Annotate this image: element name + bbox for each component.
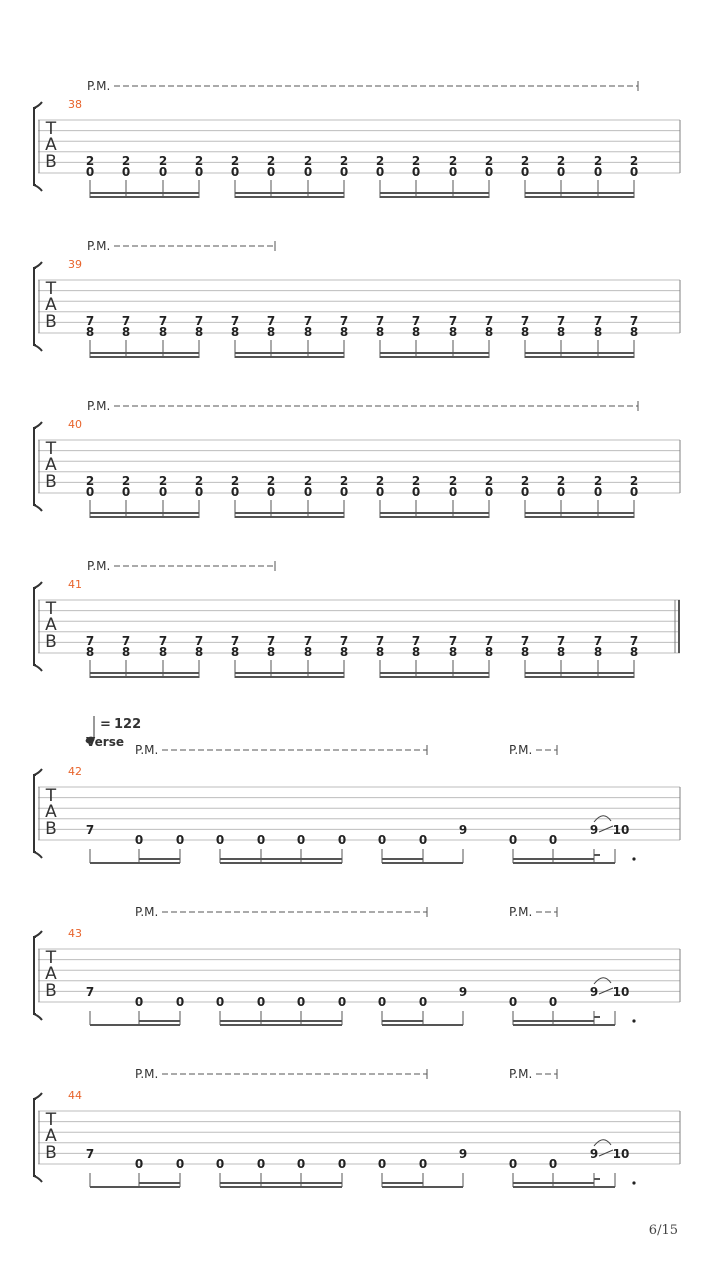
measure-number: 43 <box>68 927 82 940</box>
fret-number: 0 <box>556 485 566 499</box>
fret-number: 0 <box>230 485 240 499</box>
bracket-hook-bottom <box>34 1176 42 1182</box>
fret-number: 2 <box>85 154 95 168</box>
fret-number: 2 <box>593 154 603 168</box>
fret-number: 0 <box>377 1157 387 1171</box>
fret-number: 2 <box>121 474 131 488</box>
bracket-hook-top <box>34 422 42 428</box>
fret-number: 7 <box>85 634 95 648</box>
fret-number: 8 <box>629 325 639 339</box>
palm-mute-marker <box>87 239 275 253</box>
system-bracket <box>34 268 36 345</box>
fret-number: 8 <box>85 645 95 659</box>
fret-number: 0 <box>256 833 266 847</box>
fret-number: 0 <box>266 165 276 179</box>
fret-number: 0 <box>256 995 266 1009</box>
fret-number: 0 <box>556 165 566 179</box>
fret-number: 9 <box>589 1147 599 1161</box>
fret-number: 0 <box>296 995 306 1009</box>
fret-number: 2 <box>339 474 349 488</box>
fret-number: 8 <box>520 645 530 659</box>
fret-number: 0 <box>230 165 240 179</box>
fret-number: 0 <box>256 1157 266 1171</box>
palm-mute-marker <box>135 905 427 919</box>
tab-clef-a: A <box>45 455 57 475</box>
tab-clef-t: T <box>45 1110 57 1130</box>
tab-system-43 <box>34 905 680 1025</box>
fret-number: 7 <box>629 634 639 648</box>
measure-number: 41 <box>68 578 82 591</box>
fret-number: 2 <box>556 474 566 488</box>
fret-number: 2 <box>484 474 494 488</box>
fret-number: 0 <box>121 485 131 499</box>
bracket-hook-top <box>34 262 42 268</box>
fret-number: 0 <box>508 1157 518 1171</box>
fret-number: 7 <box>629 314 639 328</box>
fret-number: 0 <box>375 485 385 499</box>
fret-number: 0 <box>448 485 458 499</box>
fret-number: 7 <box>448 634 458 648</box>
tab-clef-b: B <box>45 472 57 492</box>
palm-mute-label: P.M. <box>87 79 111 93</box>
fret-number: 0 <box>520 165 530 179</box>
fret-number: 8 <box>339 645 349 659</box>
system-bracket <box>34 588 36 665</box>
fret-number: 9 <box>458 985 468 999</box>
tab-clef-b: B <box>45 981 57 1001</box>
dot <box>632 857 635 860</box>
tab-clef-t: T <box>45 786 57 806</box>
fret-number: 9 <box>458 823 468 837</box>
fret-number: 7 <box>303 634 313 648</box>
fret-number: 7 <box>303 314 313 328</box>
fret-number: 10 <box>612 985 630 999</box>
fret-number: 8 <box>593 325 603 339</box>
palm-mute-marker <box>509 905 557 919</box>
fret-number: 7 <box>339 634 349 648</box>
fret-number: 0 <box>85 485 95 499</box>
fret-number: 0 <box>418 833 428 847</box>
bracket-hook-top <box>34 1093 42 1099</box>
fret-number: 7 <box>158 314 168 328</box>
palm-mute-marker <box>509 1067 557 1081</box>
fret-number: 2 <box>121 154 131 168</box>
bracket-hook-top <box>34 582 42 588</box>
system-bracket <box>34 775 36 852</box>
fret-number: 8 <box>303 325 313 339</box>
fret-number: 7 <box>339 314 349 328</box>
fret-number: 7 <box>556 634 566 648</box>
fret-number: 0 <box>377 995 387 1009</box>
fret-number: 0 <box>593 485 603 499</box>
tab-clef-b: B <box>45 1143 57 1163</box>
bracket-hook-bottom <box>34 505 42 511</box>
fret-number: 0 <box>266 485 276 499</box>
tab-clef-a: A <box>45 964 57 984</box>
fret-number: 2 <box>484 154 494 168</box>
fret-number: 0 <box>215 1157 225 1171</box>
page-number-text: 6/15 <box>648 1223 678 1238</box>
fret-number: 0 <box>296 833 306 847</box>
bracket-hook-top <box>34 102 42 108</box>
fret-number: 0 <box>134 1157 144 1171</box>
fret-number: 2 <box>303 154 313 168</box>
fret-number: 0 <box>548 995 558 1009</box>
fret-number: 10 <box>612 1147 630 1161</box>
measure-number: 44 <box>68 1089 82 1102</box>
fret-number: 7 <box>85 985 95 999</box>
palm-mute-marker <box>509 743 557 757</box>
fret-number: 8 <box>484 325 494 339</box>
bracket-hook-top <box>34 931 42 937</box>
tab-system-42 <box>34 743 680 863</box>
fret-number: 0 <box>375 165 385 179</box>
tab-system-38 <box>34 79 680 198</box>
tempo-equals: = <box>100 717 111 732</box>
fret-number: 0 <box>520 485 530 499</box>
fret-number: 0 <box>593 165 603 179</box>
fret-number: 7 <box>230 634 240 648</box>
palm-mute-label: P.M. <box>135 1067 159 1081</box>
palm-mute-marker <box>87 559 275 573</box>
fret-number: 7 <box>85 314 95 328</box>
palm-mute-marker <box>135 743 427 757</box>
measure-number: 40 <box>68 418 82 431</box>
fret-number: 2 <box>411 474 421 488</box>
bracket-hook-bottom <box>34 185 42 191</box>
fret-number: 0 <box>296 1157 306 1171</box>
measure-number: 39 <box>68 258 82 271</box>
fret-number: 2 <box>375 154 385 168</box>
fret-number: 0 <box>548 1157 558 1171</box>
fret-number: 9 <box>589 985 599 999</box>
tab-clef-t: T <box>45 119 57 139</box>
fret-number: 8 <box>520 325 530 339</box>
fret-number: 2 <box>158 154 168 168</box>
fret-number: 8 <box>158 645 168 659</box>
fret-number: 8 <box>121 645 131 659</box>
fret-number: 8 <box>629 645 639 659</box>
fret-number: 2 <box>230 474 240 488</box>
fret-number: 8 <box>158 325 168 339</box>
fret-number: 0 <box>418 1157 428 1171</box>
fret-number: 7 <box>520 634 530 648</box>
fret-number: 2 <box>158 474 168 488</box>
fret-number: 8 <box>266 645 276 659</box>
tab-system-39 <box>34 239 680 358</box>
fret-number: 0 <box>339 485 349 499</box>
fret-number: 0 <box>337 1157 347 1171</box>
fret-number: 7 <box>411 314 421 328</box>
palm-mute-label: P.M. <box>509 905 533 919</box>
fret-number: 2 <box>375 474 385 488</box>
palm-mute-label: P.M. <box>87 239 111 253</box>
measure-number: 42 <box>68 765 82 778</box>
palm-mute-label: P.M. <box>509 1067 533 1081</box>
palm-mute-marker <box>87 399 638 413</box>
fret-number: 7 <box>230 314 240 328</box>
fret-number: 2 <box>85 474 95 488</box>
fret-number: 9 <box>458 1147 468 1161</box>
fret-number: 8 <box>375 325 385 339</box>
tab-clef-b: B <box>45 819 57 839</box>
fret-number: 0 <box>194 485 204 499</box>
fret-number: 2 <box>448 474 458 488</box>
fret-number: 8 <box>303 645 313 659</box>
fret-number: 2 <box>303 474 313 488</box>
fret-number: 0 <box>411 165 421 179</box>
fret-number: 0 <box>175 1157 185 1171</box>
tab-clef-a: A <box>45 615 57 635</box>
fret-number: 0 <box>303 485 313 499</box>
fret-number: 2 <box>266 154 276 168</box>
fret-number: 8 <box>411 645 421 659</box>
fret-number: 2 <box>194 154 204 168</box>
fret-number: 7 <box>266 314 276 328</box>
palm-mute-marker <box>87 79 638 93</box>
fret-number: 7 <box>556 314 566 328</box>
fret-number: 2 <box>339 154 349 168</box>
tab-clef-b: B <box>45 152 57 172</box>
bracket-hook-bottom <box>34 345 42 351</box>
fret-number: 2 <box>629 474 639 488</box>
fret-number: 2 <box>556 154 566 168</box>
fret-number: 8 <box>448 645 458 659</box>
fret-number: 0 <box>339 165 349 179</box>
fret-number: 0 <box>629 485 639 499</box>
tab-clef-t: T <box>45 948 57 968</box>
fret-number: 0 <box>134 995 144 1009</box>
fret-number: 7 <box>375 634 385 648</box>
fret-number: 7 <box>194 314 204 328</box>
fret-number: 0 <box>337 833 347 847</box>
fret-number: 8 <box>85 325 95 339</box>
fret-number: 8 <box>194 325 204 339</box>
fret-number: 0 <box>508 833 518 847</box>
fret-number: 8 <box>484 645 494 659</box>
tab-clef-b: B <box>45 632 57 652</box>
system-bracket <box>34 108 36 185</box>
fret-number: 8 <box>121 325 131 339</box>
fret-number: 7 <box>593 314 603 328</box>
fret-number: 2 <box>520 474 530 488</box>
fret-number: 2 <box>448 154 458 168</box>
tab-system-44 <box>34 1067 680 1187</box>
fret-number: 2 <box>629 154 639 168</box>
fret-number: 0 <box>377 833 387 847</box>
fret-number: 7 <box>448 314 458 328</box>
palm-mute-label: P.M. <box>135 905 159 919</box>
fret-number: 8 <box>339 325 349 339</box>
tab-system-40 <box>34 399 680 518</box>
fret-number: 2 <box>194 474 204 488</box>
fret-number: 7 <box>593 634 603 648</box>
fret-number: 7 <box>194 634 204 648</box>
fret-number: 7 <box>158 634 168 648</box>
fret-number: 2 <box>520 154 530 168</box>
fret-number: 0 <box>134 833 144 847</box>
palm-mute-label: P.M. <box>135 743 159 757</box>
fret-number: 7 <box>121 314 131 328</box>
fret-number: 7 <box>375 314 385 328</box>
fret-number: 10 <box>612 823 630 837</box>
fret-number: 0 <box>85 165 95 179</box>
fret-number: 7 <box>520 314 530 328</box>
dot <box>632 1181 635 1184</box>
tab-clef-t: T <box>45 599 57 619</box>
fret-number: 8 <box>556 645 566 659</box>
tab-clef-a: A <box>45 802 57 822</box>
fret-number: 0 <box>508 995 518 1009</box>
fret-number: 8 <box>194 645 204 659</box>
fret-number: 0 <box>215 995 225 1009</box>
fret-number: 0 <box>411 485 421 499</box>
bracket-hook-bottom <box>34 665 42 671</box>
palm-mute-label: P.M. <box>87 559 111 573</box>
fret-number: 8 <box>411 325 421 339</box>
fret-number: 8 <box>230 325 240 339</box>
bracket-hook-bottom <box>34 852 42 858</box>
fret-number: 8 <box>556 325 566 339</box>
fret-number: 0 <box>215 833 225 847</box>
bracket-hook-top <box>34 769 42 775</box>
fret-number: 8 <box>230 645 240 659</box>
tab-system-41 <box>34 559 680 678</box>
bracket-hook-bottom <box>34 1014 42 1020</box>
fret-number: 8 <box>375 645 385 659</box>
fret-number: 8 <box>593 645 603 659</box>
fret-number: 0 <box>548 833 558 847</box>
palm-mute-label: P.M. <box>509 743 533 757</box>
fret-number: 8 <box>448 325 458 339</box>
fret-number: 7 <box>121 634 131 648</box>
fret-number: 0 <box>448 165 458 179</box>
system-bracket <box>34 937 36 1014</box>
fret-number: 0 <box>303 165 313 179</box>
fret-number: 7 <box>85 1147 95 1161</box>
fret-number: 0 <box>484 485 494 499</box>
fret-number: 0 <box>158 485 168 499</box>
tab-clef-a: A <box>45 295 57 315</box>
fret-number: 0 <box>194 165 204 179</box>
tab-clef-a: A <box>45 1126 57 1146</box>
fret-number: 0 <box>175 833 185 847</box>
measure-number: 38 <box>68 98 82 111</box>
tab-clef-a: A <box>45 135 57 155</box>
tab-clef-t: T <box>45 439 57 459</box>
section-marker: Verse <box>86 735 124 749</box>
tab-clef-t: T <box>45 279 57 299</box>
fret-number: 0 <box>158 165 168 179</box>
fret-number: 0 <box>484 165 494 179</box>
fret-number: 0 <box>418 995 428 1009</box>
tempo-bpm: 122 <box>114 717 142 732</box>
fret-number: 2 <box>593 474 603 488</box>
fret-number: 7 <box>266 634 276 648</box>
fret-number: 9 <box>589 823 599 837</box>
palm-mute-label: P.M. <box>87 399 111 413</box>
fret-number: 2 <box>411 154 421 168</box>
fret-number: 8 <box>266 325 276 339</box>
dot <box>632 1019 635 1022</box>
fret-number: 2 <box>266 474 276 488</box>
palm-mute-marker <box>135 1067 427 1081</box>
fret-number: 2 <box>230 154 240 168</box>
fret-number: 0 <box>629 165 639 179</box>
fret-number: 7 <box>484 314 494 328</box>
tab-clef-b: B <box>45 312 57 332</box>
fret-number: 7 <box>411 634 421 648</box>
fret-number: 0 <box>175 995 185 1009</box>
fret-number: 7 <box>484 634 494 648</box>
fret-number: 7 <box>85 823 95 837</box>
system-bracket <box>34 428 36 505</box>
fret-number: 0 <box>121 165 131 179</box>
fret-number: 0 <box>337 995 347 1009</box>
system-bracket <box>34 1099 36 1176</box>
